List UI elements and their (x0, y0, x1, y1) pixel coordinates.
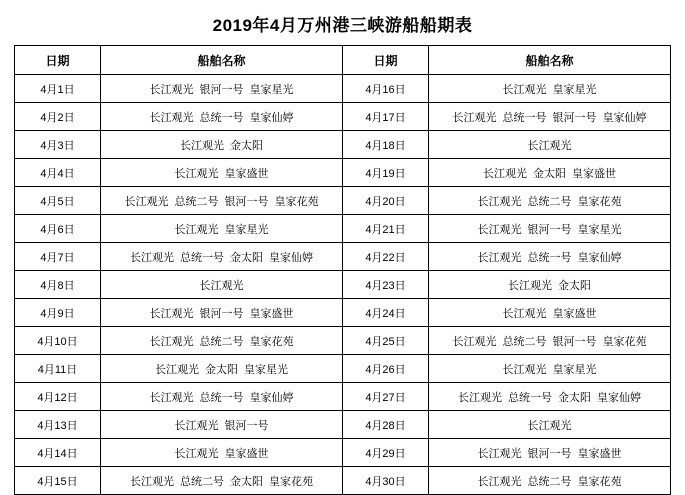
ship-name-list (152, 361, 291, 377)
ship-name-list (172, 221, 272, 237)
cell-ships-left (101, 271, 343, 299)
cell-date-right: 4月29日 (343, 439, 429, 467)
cell-date-left: 4月6日 (15, 215, 101, 243)
ship-name: 长江观光 (149, 391, 194, 404)
ship-name: 总统一号 (180, 251, 224, 264)
ship-name: 皇家盛世 (224, 167, 269, 180)
column-header-date-left: 日期 (15, 46, 101, 75)
ship-name: 长江观光 (527, 139, 572, 152)
ship-name: 长江观光 (149, 307, 194, 320)
ship-name: 皇家星光 (552, 363, 597, 376)
column-header-ship-left: 船舶名称 (101, 46, 343, 75)
cell-ships-right (429, 75, 671, 103)
cell-date-right: 4月30日 (343, 467, 429, 495)
table-row (15, 383, 671, 411)
table-row (15, 327, 671, 355)
table-body (15, 75, 671, 495)
cell-ships-left (101, 411, 343, 439)
ship-name-list (450, 333, 650, 349)
ship-name-list (475, 249, 625, 265)
ship-name: 皇家仙婷 (597, 391, 641, 404)
cell-ships-right (429, 327, 671, 355)
cell-ships-right (429, 243, 671, 271)
cell-date-right: 4月16日 (343, 75, 429, 103)
table-row (15, 299, 671, 327)
table-row (15, 411, 671, 439)
cell-ships-right (429, 355, 671, 383)
ship-name: 长江观光 (174, 167, 219, 180)
cell-date-left: 4月3日 (15, 131, 101, 159)
ship-name: 皇家盛世 (572, 167, 616, 180)
ship-name-list (475, 193, 625, 209)
ship-name: 皇家星光 (577, 223, 622, 236)
cell-date-left: 4月10日 (15, 327, 101, 355)
cell-ships-left (101, 75, 343, 103)
ship-name: 银河一号 (224, 419, 269, 432)
ship-name: 银河一号 (552, 111, 597, 124)
ship-name: 金太阳 (558, 279, 591, 292)
cell-date-right: 4月25日 (343, 327, 429, 355)
ship-name: 金太阳 (558, 391, 591, 404)
ship-name-list (197, 277, 247, 293)
cell-ships-left (101, 327, 343, 355)
ship-name: 总统二号 (180, 475, 224, 488)
cell-date-left: 4月4日 (15, 159, 101, 187)
cell-ships-right (429, 271, 671, 299)
ship-name: 长江观光 (527, 419, 572, 432)
ship-name: 总统二号 (527, 475, 572, 488)
ship-name: 长江观光 (508, 279, 552, 292)
ship-name: 银河一号 (527, 447, 572, 460)
cell-date-left: 4月11日 (15, 355, 101, 383)
ship-name: 皇家星光 (249, 83, 294, 96)
ship-name-list (147, 389, 297, 405)
cell-date-right: 4月21日 (343, 215, 429, 243)
ship-name: 皇家仙婷 (269, 251, 313, 264)
ship-name-list (147, 109, 297, 125)
ship-name: 长江观光 (155, 363, 199, 376)
cell-ships-left (101, 355, 343, 383)
cell-date-right: 4月23日 (343, 271, 429, 299)
cell-ships-left (101, 243, 343, 271)
ship-name: 长江观光 (199, 279, 244, 292)
cell-date-left: 4月12日 (15, 383, 101, 411)
ship-name: 银河一号 (552, 335, 597, 348)
table-row (15, 75, 671, 103)
ship-name-list (177, 137, 266, 153)
cell-date-left: 4月15日 (15, 467, 101, 495)
ship-name: 金太阳 (205, 363, 238, 376)
ship-name: 皇家花苑 (602, 335, 647, 348)
ship-name-list (500, 81, 600, 97)
ship-name: 长江观光 (502, 83, 547, 96)
ship-name: 长江观光 (452, 335, 497, 348)
cell-date-left: 4月2日 (15, 103, 101, 131)
cell-date-left: 4月13日 (15, 411, 101, 439)
ship-name-list (525, 137, 575, 153)
ship-name-list (127, 249, 316, 265)
ship-name: 长江观光 (483, 167, 527, 180)
table-header (15, 46, 671, 75)
cell-ships-right (429, 103, 671, 131)
cell-ships-right (429, 411, 671, 439)
cell-ships-right (429, 467, 671, 495)
table-row (15, 215, 671, 243)
ship-name: 总统一号 (199, 111, 244, 124)
ship-name: 银河一号 (527, 223, 572, 236)
ship-name: 皇家盛世 (224, 447, 269, 460)
cell-ships-left (101, 439, 343, 467)
ship-name-list (147, 333, 297, 349)
ship-name: 长江观光 (174, 447, 219, 460)
ship-name: 总统一号 (199, 391, 244, 404)
ship-name: 长江观光 (458, 391, 502, 404)
ship-name-list (455, 389, 644, 405)
cell-date-right: 4月24日 (343, 299, 429, 327)
ship-name: 长江观光 (477, 447, 522, 460)
cell-date-right: 4月28日 (343, 411, 429, 439)
ship-name: 长江观光 (477, 195, 522, 208)
ship-name-list (475, 221, 625, 237)
ship-name: 银河一号 (199, 307, 244, 320)
table-header-row (15, 46, 671, 75)
ship-name-list (147, 305, 297, 321)
table-row (15, 159, 671, 187)
ship-name: 总统一号 (502, 111, 547, 124)
ship-name-list (505, 277, 594, 293)
cell-ships-right (429, 159, 671, 187)
ship-name-list (122, 193, 322, 209)
ship-name: 长江观光 (149, 335, 194, 348)
ship-name: 总统一号 (508, 391, 552, 404)
ship-name: 金太阳 (230, 475, 263, 488)
ship-name: 皇家盛世 (552, 307, 597, 320)
table-row (15, 187, 671, 215)
cell-ships-right (429, 187, 671, 215)
ship-name: 皇家花苑 (269, 475, 313, 488)
ship-name: 皇家花苑 (577, 475, 622, 488)
ship-name: 银河一号 (199, 83, 244, 96)
table-row (15, 439, 671, 467)
ship-name: 长江观光 (477, 475, 522, 488)
ship-name: 长江观光 (477, 223, 522, 236)
ship-name-list (172, 165, 272, 181)
cell-date-left: 4月9日 (15, 299, 101, 327)
ship-name: 金太阳 (230, 139, 263, 152)
ship-name-list (475, 473, 625, 489)
ship-name: 长江观光 (130, 475, 174, 488)
cell-date-right: 4月17日 (343, 103, 429, 131)
ship-name-list (147, 81, 297, 97)
cell-date-left: 4月1日 (15, 75, 101, 103)
ship-name: 总统二号 (527, 195, 572, 208)
table-row (15, 131, 671, 159)
ship-name-list (500, 361, 600, 377)
ship-name: 长江观光 (452, 111, 497, 124)
ship-name: 长江观光 (149, 83, 194, 96)
ship-name: 总统二号 (502, 335, 547, 348)
ship-name: 皇家花苑 (577, 195, 622, 208)
ship-name: 总统一号 (527, 251, 572, 264)
cell-date-left: 4月8日 (15, 271, 101, 299)
ship-name-list (500, 305, 600, 321)
ship-name: 长江观光 (124, 195, 169, 208)
ship-name: 长江观光 (477, 251, 522, 264)
column-header-date-right: 日期 (343, 46, 429, 75)
cell-date-left: 4月5日 (15, 187, 101, 215)
ship-name: 皇家盛世 (577, 447, 622, 460)
cell-date-right: 4月18日 (343, 131, 429, 159)
cell-date-right: 4月19日 (343, 159, 429, 187)
cell-ships-left (101, 383, 343, 411)
cell-ships-right (429, 215, 671, 243)
ship-name-list (525, 417, 575, 433)
ship-schedule-table (14, 45, 671, 495)
ship-name: 长江观光 (174, 223, 219, 236)
ship-name: 皇家仙婷 (249, 111, 294, 124)
ship-name: 总统二号 (199, 335, 244, 348)
cell-ships-left (101, 299, 343, 327)
cell-ships-right (429, 383, 671, 411)
table-row (15, 271, 671, 299)
table-row (15, 355, 671, 383)
ship-name: 长江观光 (180, 139, 224, 152)
ship-name: 长江观光 (149, 111, 194, 124)
ship-name: 总统二号 (174, 195, 219, 208)
cell-date-right: 4月20日 (343, 187, 429, 215)
ship-name-list (172, 445, 272, 461)
cell-ships-right (429, 131, 671, 159)
ship-name: 皇家盛世 (249, 307, 294, 320)
cell-ships-right (429, 299, 671, 327)
ship-name: 长江观光 (174, 419, 219, 432)
ship-name: 皇家仙婷 (249, 391, 294, 404)
ship-name: 皇家星光 (224, 223, 269, 236)
ship-name: 长江观光 (502, 307, 547, 320)
cell-date-right: 4月26日 (343, 355, 429, 383)
ship-name: 银河一号 (224, 195, 269, 208)
ship-name: 皇家仙婷 (602, 111, 647, 124)
cell-date-left: 4月14日 (15, 439, 101, 467)
table-row (15, 467, 671, 495)
cell-ships-left (101, 131, 343, 159)
cell-date-right: 4月27日 (343, 383, 429, 411)
cell-ships-left (101, 467, 343, 495)
cell-ships-left (101, 215, 343, 243)
ship-name-list (480, 165, 619, 181)
ship-name: 长江观光 (130, 251, 174, 264)
table-row (15, 103, 671, 131)
ship-name: 皇家花苑 (249, 335, 294, 348)
page-title: 2019年4月万州港三峡游船船期表 (212, 16, 473, 35)
cell-date-left: 4月7日 (15, 243, 101, 271)
table-row (15, 243, 671, 271)
ship-name-list (127, 473, 316, 489)
ship-name-list (450, 109, 650, 125)
ship-name: 皇家花苑 (274, 195, 319, 208)
ship-name: 皇家星光 (244, 363, 288, 376)
ship-name-list (172, 417, 272, 433)
cell-ships-left (101, 103, 343, 131)
ship-name: 皇家仙婷 (577, 251, 622, 264)
cell-ships-right (429, 439, 671, 467)
column-header-ship-right: 船舶名称 (429, 46, 671, 75)
ship-name: 长江观光 (502, 363, 547, 376)
cell-date-right: 4月22日 (343, 243, 429, 271)
ship-name: 金太阳 (230, 251, 263, 264)
ship-name-list (475, 445, 625, 461)
ship-name: 皇家星光 (552, 83, 597, 96)
cell-ships-left (101, 159, 343, 187)
cell-ships-left (101, 187, 343, 215)
ship-name: 金太阳 (533, 167, 566, 180)
